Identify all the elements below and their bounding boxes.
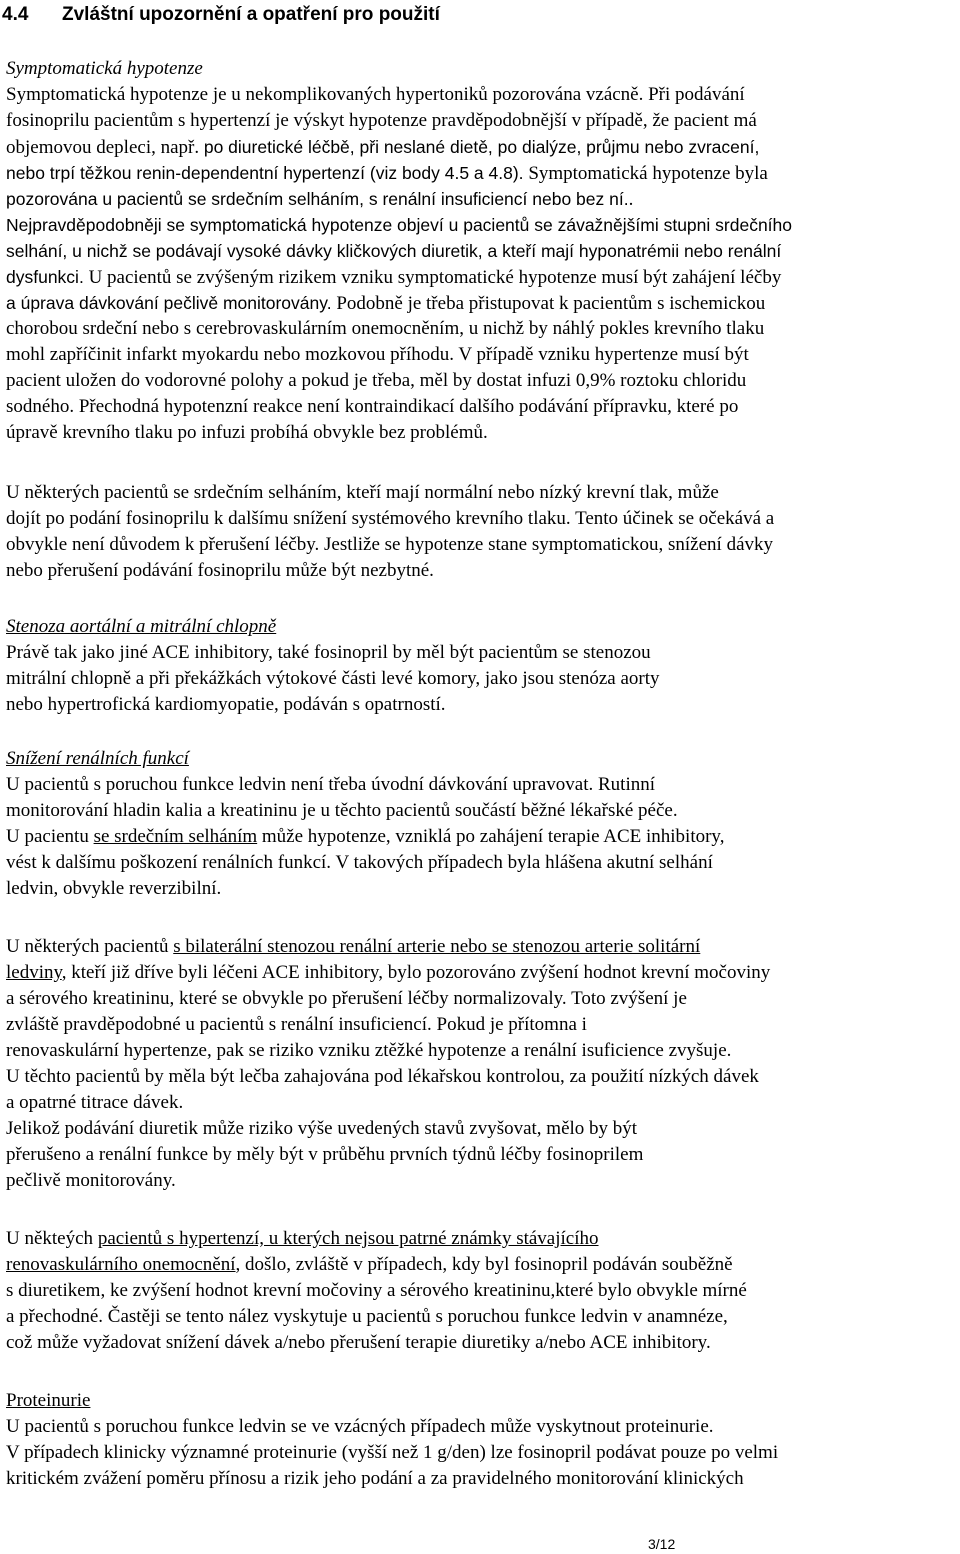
text-line [6, 212, 792, 239]
text-line [6, 1388, 90, 1414]
text-run: sodného. Přechodná hypotenzní reakce není kontraindikací dalšího podávání přípravku, které po [6, 396, 739, 417]
text-run: Symptomatická hypotenze byla [523, 163, 768, 184]
text-run: a přechodné. Častěji se tento nález vyskytuje u pacientů s poruchou funkce ledvin v anamnéze, [6, 1306, 728, 1327]
text-run: s diuretikem, ke zvýšení hodnot krevní močoviny a sérového kreatininu,které bylo obvykle mírné [6, 1280, 747, 1301]
text-run: a opatrné titrace dávek. [6, 1092, 184, 1113]
text-line [6, 1278, 747, 1304]
text-run: mohl zapříčinit infarkt myokardu nebo mozkovou příhodu. V případě vzniku hypertenze musí být [6, 344, 749, 365]
text-line [6, 160, 768, 187]
text-run: . [628, 189, 634, 210]
section-heading [2, 2, 440, 28]
text-line [6, 1466, 744, 1492]
text-run: Symptomatická hypotenze je u nekomplikovaných hypertoniků pozorována vzácně. Při podávání [6, 84, 745, 105]
text-run: U pacientu [6, 826, 94, 847]
text-run: U pacientů s poruchou funkce ledvin není třeba úvodní dávkování upravovat. Rutinní [6, 774, 656, 795]
text-line [6, 772, 655, 798]
text-line [6, 1252, 733, 1278]
text-run: U pacientů se zvýšeným rizikem vzniku symptomatické hypotenze musí být zahájení léčby [83, 267, 782, 288]
text-line [6, 666, 660, 692]
text-run: obvykle není důvodem k přerušení léčby. Jestliže se hypotenze stane symptomatickou, snížení dávky [6, 534, 774, 555]
text-run: Jelikož podávání diuretik může riziko výše uvedených stavů zvyšovat, mělo by být [6, 1118, 638, 1139]
text-line [6, 934, 700, 960]
text-line [6, 316, 764, 342]
text-run: objemovou depleci, např. [6, 137, 204, 158]
text-run: pacient uložen do vodorovné polohy a pokud je třeba, měl by dostat infuzi 0,9% roztoku chloridu [6, 370, 747, 391]
page-number: 3/12 [648, 1536, 676, 1552]
text-line [6, 480, 719, 506]
text-run: renovaskulárního onemocnění [6, 1254, 236, 1275]
text-line [6, 640, 651, 666]
text-run: Proteinurie [6, 1390, 91, 1411]
text-line [6, 186, 633, 213]
text-line [6, 264, 781, 291]
text-run: Právě tak jako jiné ACE inhibitory, také fosinopril by měl být pacientům se stenozou [6, 642, 651, 663]
text-line [6, 824, 724, 850]
text-run: Stenoza aortální a mitrální chlopně [6, 616, 277, 637]
text-line [6, 420, 488, 446]
text-run: pacientů s hypertenzí, u kterých nejsou patrné známky stávajícího [97, 1228, 599, 1249]
text-line [6, 1012, 587, 1038]
text-line [6, 1064, 759, 1090]
text-line [6, 1116, 637, 1142]
text-run: U některých pacientů se srdečním selháním, kteří mají normální nebo nízký krevní tlak, může [6, 482, 719, 503]
text-run: Nejpravděpodobněji se symptomatická hypotenze objeví u pacientů se závažnějšími stupni srdečního [6, 215, 793, 235]
text-run: selhání, u nichž se podávají vysoké dávky kličkových diuretik, a kteří mají hyponatrémii nebo renální [6, 241, 782, 261]
text-run: nebo trpí těžkou renin-dependentní hypertenzí (viz body 4.5 a 4.8). [6, 163, 524, 183]
text-run: , kteří již dříve byli léčeni ACE inhibitory, bylo pozorováno zvýšení hodnot krevní močoviny [61, 962, 771, 983]
text-run: dojít po podání fosinoprilu k dalšímu snížení systémového krevního tlaku. Tento účinek se očekává a [6, 508, 775, 529]
text-run: Podobně je třeba přistupovat k pacientům s ischemickou [331, 293, 766, 314]
text-line [6, 1090, 183, 1116]
text-line [6, 798, 678, 824]
section-title: Zvláštní upozornění a opatření pro použití [62, 4, 440, 25]
text-run: po diuretické léčbě, při neslané dietě, po dialýze, průjmu nebo zvracení, [203, 137, 760, 157]
text-run: vést k dalšímu poškození renálních funkcí. V takových případech byla hlášena akutní selhání [6, 852, 713, 873]
text-run: nebo hypertrofická kardiomyopatie, podáván s opatrností. [6, 694, 446, 715]
text-run: se srdečním selháním [93, 826, 258, 847]
text-line [6, 82, 745, 108]
text-run: Snížení renálních funkcí [6, 748, 189, 769]
text-line [6, 506, 774, 532]
text-run: fosinoprilu pacientům s hypertenzí je výskyt hypotenze pravděpodobnější v případě, že pacient má [6, 110, 757, 131]
text-run: Symptomatická hypotenze [6, 58, 203, 79]
text-line [6, 876, 221, 902]
text-run: U některých pacientů [6, 936, 174, 957]
text-line [6, 692, 446, 718]
text-line [6, 1038, 731, 1064]
text-run: chorobou srdeční nebo s cerebrovaskulárním onemocněním, u nichž by náhlý pokles krevního tlaku [6, 318, 765, 339]
text-run: pozorována u pacientů se srdečním selháním, s renální insuficiencí nebo bez ní. [6, 189, 629, 209]
text-run: pečlivě monitorovány. [6, 1170, 176, 1191]
text-run: mitrální chlopně a při překážkách výtokové části levé komory, jako jsou stenóza aorty [6, 668, 660, 689]
text-line [6, 1304, 728, 1330]
text-line [6, 1226, 599, 1252]
text-line [6, 1414, 714, 1440]
text-run: zvláště pravděpodobné u pacientů s renální insuficiencí. Pokud je přítomna i [6, 1014, 587, 1035]
text-line [6, 960, 770, 986]
text-run: ledviny [6, 962, 62, 983]
text-line [6, 746, 189, 772]
text-run: ledvin, obvykle reverzibilní. [6, 878, 222, 899]
text-line [6, 290, 765, 317]
text-line [6, 558, 434, 584]
text-line [6, 342, 749, 368]
text-run: může hypotenze, vzniklá po zahájení terapie ACE inhibitory, [257, 826, 725, 847]
text-line [6, 134, 759, 161]
text-run: s bilaterální stenozou renální arterie nebo se stenozou arterie solitární [173, 936, 701, 957]
text-line [6, 1168, 176, 1194]
text-line [6, 108, 757, 134]
text-line [6, 394, 738, 420]
text-run: a sérového kreatininu, které se obvykle po přerušení léčby normalizovaly. Toto zvýšení je [6, 988, 687, 1009]
text-run: a úprava dávkování pečlivě monitorovány. [6, 293, 332, 313]
text-run: , došlo, zvláště v případech, kdy byl fosinopril podáván souběžně [235, 1254, 733, 1275]
text-run: což může vyžadovat snížení dávek a/nebo přerušení terapie diuretiky a/nebo ACE inhibitory. [6, 1332, 711, 1353]
text-run: úpravě krevního tlaku po infuzi probíhá obvykle bez problémů. [6, 422, 488, 443]
text-line [6, 1440, 778, 1466]
text-line [6, 986, 687, 1012]
text-run: přerušeno a renální funkce by měly být v průběhu prvních týdnů léčby fosinoprilem [6, 1144, 644, 1165]
text-run: U někteých [6, 1228, 98, 1249]
text-line [6, 1330, 711, 1356]
text-line [6, 532, 773, 558]
text-run: nebo přerušení podávání fosinoprilu může být nezbytné. [6, 560, 434, 581]
text-line [6, 850, 713, 876]
text-line [6, 238, 781, 265]
text-line [6, 368, 746, 394]
text-line [6, 614, 276, 640]
text-run: dysfunkci. [6, 267, 84, 287]
text-run: monitorování hladin kalia a kreatininu je u těchto pacientů součástí běžné lékařské péče. [6, 800, 678, 821]
text-run: U pacientů s poruchou funkce ledvin se ve vzácných případech může vyskytnout proteinurie. [6, 1416, 714, 1437]
section-number: 4.4 [2, 4, 29, 25]
text-run: kritickém zvážení poměru přínosu a rizik jeho podání a za pravidelného monitorování klinických [6, 1468, 744, 1489]
text-run: V případech klinicky významné proteinurie (vyšší než 1 g/den) lze fosinopril podávat pouze po velmi [6, 1442, 779, 1463]
text-run: renovaskulární hypertenze, pak se riziko vzniku ztěžké hypotenze a renální isuficience zvyšuje. [6, 1040, 732, 1061]
text-run: U těchto pacientů by měla být lečba zahajována pod lékařskou kontrolou, za použití nízkých dávek [6, 1066, 759, 1087]
text-line [6, 56, 203, 82]
text-line [6, 1142, 643, 1168]
